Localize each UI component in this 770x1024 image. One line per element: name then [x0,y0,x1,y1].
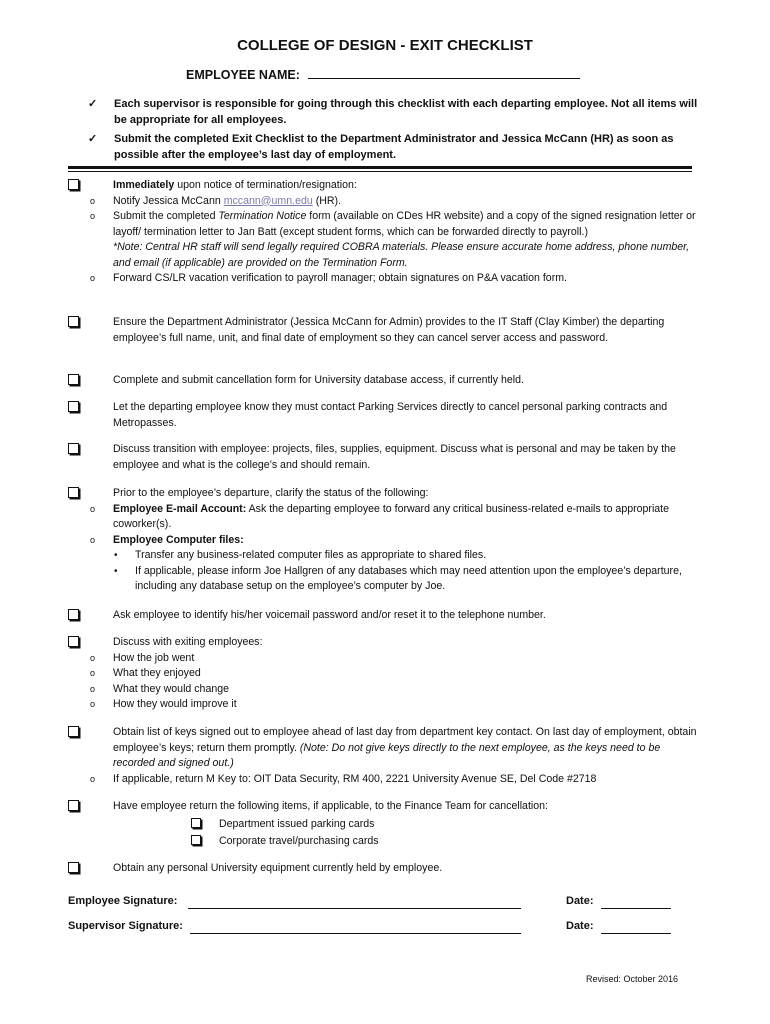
circle-bullet-icon: o [90,699,96,709]
checklist-item-equipment [68,861,698,877]
intro-instructions [88,97,708,167]
circle-bullet-icon: o [90,773,96,784]
intro-text: Submit the completed Exit Checklist to the Department Administrator and Jessica McCann (HR) as soon as possible after the employee’s last day of employment. [114,133,674,161]
employee-name-label: EMPLOYEE NAME: [186,68,300,82]
checkbox-icon[interactable] [68,726,79,737]
circle-bullet-icon: o [90,668,96,678]
item-text: Have employee return the following items, if applicable, to the Finance Team for cancellation: [113,800,548,812]
item-bold-text: Immediately [113,179,175,191]
circle-bullet-icon: o [90,195,96,206]
checkmark-icon: ✓ [88,98,98,110]
checkbox-icon[interactable] [68,487,79,498]
checklist-item-transition [68,442,698,473]
item-text: Prior to the employee’s departure, clarify the status of the following: [113,487,429,499]
circle-bullet-icon: o [90,273,96,283]
employee-date-line[interactable] [601,896,671,909]
employee-name-line[interactable] [308,66,580,79]
checkbox-icon[interactable] [68,862,79,873]
sub-item: o How they would improve it [68,697,698,713]
checkbox-icon[interactable] [68,316,79,327]
sub-item: o What they enjoyed [68,666,698,682]
bullet-item: • If applicable, please inform Joe Hallgren of any databases which may need attention upon the employee’s departure, including any database setup on the employee’s computer by Joe. [114,564,682,592]
circle-bullet-icon: o [90,211,96,221]
employee-signature-line[interactable] [188,896,521,909]
checkbox-icon[interactable] [191,835,201,845]
employee-signature-label: Employee Signature: [68,895,178,907]
checkbox-icon[interactable] [68,401,79,412]
checklist-item-it-staff [68,315,698,346]
item-text: Ensure the Department Administrator (Jessica McCann for Admin) provides to the IT Staff (Clay Kimber) the departing employee’s full name, unit, and final date of employment so they can cancel server access and password. [113,316,665,344]
checklist-item-exiting [68,635,698,713]
item-text: Obtain any personal University equipment currently held by employee. [113,862,443,874]
supervisor-signature-line[interactable] [190,921,521,934]
checkbox-icon[interactable] [68,374,79,385]
sub-item: o Employee Computer files: [68,533,698,549]
checklist-item-parking [68,400,698,431]
page-title: COLLEGE OF DESIGN - EXIT CHECKLIST [237,37,533,54]
revised-date: Revised: October 2016 [586,974,679,984]
sub-item: o Employee E-mail Account: Ask the departing employee to forward any critical business-related e-mails to appropriate coworker(s). [90,502,670,530]
supervisor-signature-label: Supervisor Signature: [68,920,183,932]
intro-text: Each supervisor is responsible for going through this checklist with each departing employee. Not all items will be appropriate for all employees. [114,98,698,126]
item-text: upon notice of termination/resignation: [174,179,357,191]
item-text: Ask employee to identify his/her voicemail password and/or reset it to the telephone number. [113,609,546,621]
checkbox-icon[interactable] [68,636,79,647]
sub-item: o Forward CS/LR vacation verification to payroll manager; obtain signatures on P&A vacation form. [68,271,698,287]
bullet-item: • Transfer any business-related computer files as appropriate to shared files. [68,548,698,564]
sub-item: o What they would change [68,682,698,698]
checklist-item-return-items [68,799,698,850]
intro-item [88,97,708,128]
checkbox-icon[interactable] [68,443,79,454]
supervisor-date-label: Date: [566,920,594,932]
checkbox-icon[interactable] [191,818,201,828]
checkbox-icon[interactable] [68,800,79,811]
email-link[interactable]: mccann@umn.edu [223,194,313,207]
item-body [113,178,698,194]
bullet-icon: • [114,565,118,577]
checkbox-icon[interactable] [68,179,79,190]
checkmark-icon: ✓ [88,133,98,145]
employee-name-field [186,66,580,84]
circle-bullet-icon: o [90,534,96,545]
employee-date-label: Date: [566,895,594,907]
checkbox-icon[interactable] [68,609,79,620]
divider [68,166,692,169]
item-text: Complete and submit cancellation form for University database access, if currently held. [113,374,524,386]
cobra-note: *Note: Central HR staff will send legally required COBRA materials. Please ensure accurate home address, phone number, and email (if applicable) are provided on the Termination Form. [113,241,690,269]
item-text: Obtain list of keys signed out to employee ahead of last day from department key contact. On last day of employment, obtain employee’s keys; return them promptly. (Note: Do not give keys directly to the next employee, as the keys need to be recorded and signed out.) [113,726,697,769]
checklist-item-immediately [68,178,698,287]
checklist-item-database [68,373,698,389]
circle-bullet-icon: o [90,652,96,663]
divider [68,171,692,172]
item-text: Discuss with exiting employees: [113,636,263,648]
item-text: Discuss transition with employee: projects, files, supplies, equipment. Discuss what is personal and may be taken by the employee and what is the college’s and should remain. [113,443,676,471]
bullet-icon: • [114,550,118,561]
sub-item: o How the job went [68,651,698,667]
sub-item: Corporate travel/purchasing cards [68,834,698,850]
circle-bullet-icon: o [90,683,96,694]
sub-item: o Notify Jessica McCann mccann@umn.edu (HR). [68,194,698,210]
circle-bullet-icon: o [90,503,96,514]
sub-item: Department issued parking cards [68,817,698,833]
checklist-item-status [68,486,698,595]
checklist-item-keys [68,725,698,787]
checklist-item-voicemail [68,608,698,624]
sub-item: o Submit the completed Termination Notice form (available on CDes HR website) and a copy of the signed resignation letter or layoff/ termination letter to Jan Batt (except student forms, which can be forwarded directly to payroll.) *Note: Central HR staff will send legally required COBRA materials. Please ensure accurate home address, phone number, and email (if applicable) are provided on the Termination Form. [90,210,696,269]
sub-item: o If applicable, return M Key to: OIT Data Security, RM 400, 2221 University Avenue SE, Del Code #2718 [68,772,698,788]
supervisor-date-line[interactable] [601,921,671,934]
intro-item [88,132,708,163]
item-text: Let the departing employee know they must contact Parking Services directly to cancel personal parking contracts and Metropasses. [113,401,668,429]
